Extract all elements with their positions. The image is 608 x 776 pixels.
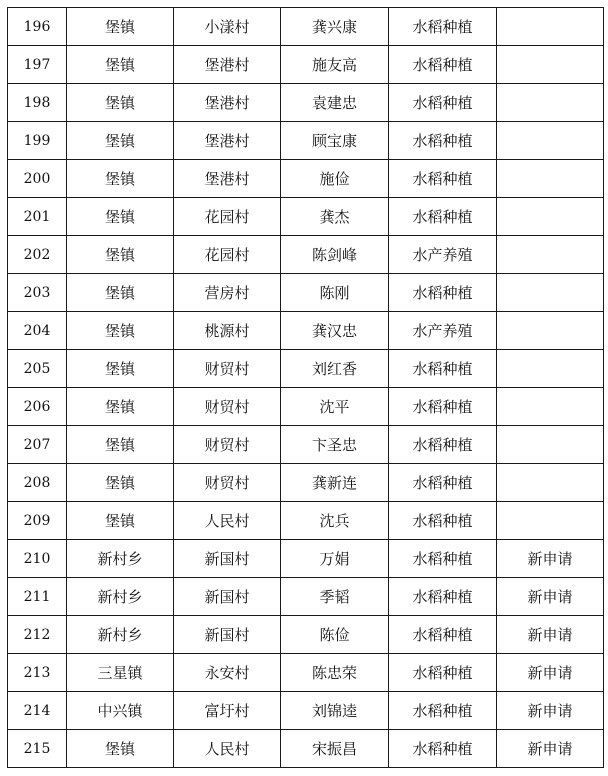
name-cell: 袁建忠 bbox=[281, 84, 389, 122]
town-cell: 堡镇 bbox=[67, 464, 174, 502]
category-cell: 水稻种植 bbox=[389, 464, 497, 502]
name-cell: 沈兵 bbox=[281, 502, 389, 540]
table-row bbox=[8, 160, 604, 198]
category-cell: 水稻种植 bbox=[389, 122, 497, 160]
category-cell: 水稻种植 bbox=[389, 540, 497, 578]
table-row bbox=[8, 236, 604, 274]
remark-cell bbox=[497, 46, 604, 84]
name-cell: 陈刚 bbox=[281, 274, 389, 312]
town-cell: 新村乡 bbox=[67, 616, 174, 654]
row-number-cell: 206 bbox=[8, 388, 67, 426]
village-cell: 财贸村 bbox=[174, 464, 281, 502]
row-number-cell: 207 bbox=[8, 426, 67, 464]
category-cell: 水稻种植 bbox=[389, 46, 497, 84]
table-row bbox=[8, 616, 604, 654]
town-cell: 堡镇 bbox=[67, 198, 174, 236]
remark-cell bbox=[497, 84, 604, 122]
category-cell: 水稻种植 bbox=[389, 578, 497, 616]
row-number-cell: 203 bbox=[8, 274, 67, 312]
village-cell: 花园村 bbox=[174, 236, 281, 274]
remark-cell: 新申请 bbox=[497, 730, 604, 768]
name-cell: 施友高 bbox=[281, 46, 389, 84]
name-cell: 沈平 bbox=[281, 388, 389, 426]
row-number-cell: 208 bbox=[8, 464, 67, 502]
category-cell: 水稻种植 bbox=[389, 692, 497, 730]
town-cell: 堡镇 bbox=[67, 160, 174, 198]
roster-table-body bbox=[8, 8, 604, 768]
village-cell: 永安村 bbox=[174, 654, 281, 692]
town-cell: 新村乡 bbox=[67, 578, 174, 616]
category-cell: 水稻种植 bbox=[389, 502, 497, 540]
town-cell: 中兴镇 bbox=[67, 692, 174, 730]
village-cell: 花园村 bbox=[174, 198, 281, 236]
town-cell: 堡镇 bbox=[67, 84, 174, 122]
remark-cell bbox=[497, 388, 604, 426]
table-row bbox=[8, 692, 604, 730]
row-number-cell: 198 bbox=[8, 84, 67, 122]
remark-cell: 新申请 bbox=[497, 692, 604, 730]
table-row bbox=[8, 540, 604, 578]
category-cell: 水稻种植 bbox=[389, 616, 497, 654]
remark-cell bbox=[497, 502, 604, 540]
village-cell: 人民村 bbox=[174, 730, 281, 768]
category-cell: 水稻种植 bbox=[389, 198, 497, 236]
name-cell: 刘红香 bbox=[281, 350, 389, 388]
category-cell: 水稻种植 bbox=[389, 426, 497, 464]
row-number-cell: 209 bbox=[8, 502, 67, 540]
category-cell: 水稻种植 bbox=[389, 730, 497, 768]
table-row bbox=[8, 350, 604, 388]
remark-cell bbox=[497, 426, 604, 464]
table-row bbox=[8, 8, 604, 46]
name-cell: 陈忠荣 bbox=[281, 654, 389, 692]
town-cell: 新村乡 bbox=[67, 540, 174, 578]
category-cell: 水稻种植 bbox=[389, 160, 497, 198]
row-number-cell: 204 bbox=[8, 312, 67, 350]
town-cell: 堡镇 bbox=[67, 312, 174, 350]
row-number-cell: 200 bbox=[8, 160, 67, 198]
category-cell: 水稻种植 bbox=[389, 654, 497, 692]
table-row bbox=[8, 84, 604, 122]
remark-cell bbox=[497, 312, 604, 350]
table-row bbox=[8, 502, 604, 540]
name-cell: 龚兴康 bbox=[281, 8, 389, 46]
table-row bbox=[8, 426, 604, 464]
remark-cell: 新申请 bbox=[497, 578, 604, 616]
name-cell: 卞圣忠 bbox=[281, 426, 389, 464]
remark-cell bbox=[497, 464, 604, 502]
table-row bbox=[8, 274, 604, 312]
row-number-cell: 213 bbox=[8, 654, 67, 692]
name-cell: 陈剑峰 bbox=[281, 236, 389, 274]
village-cell: 小漾村 bbox=[174, 8, 281, 46]
row-number-cell: 215 bbox=[8, 730, 67, 768]
category-cell: 水稻种植 bbox=[389, 84, 497, 122]
village-cell: 新国村 bbox=[174, 578, 281, 616]
row-number-cell: 205 bbox=[8, 350, 67, 388]
village-cell: 营房村 bbox=[174, 274, 281, 312]
row-number-cell: 202 bbox=[8, 236, 67, 274]
town-cell: 堡镇 bbox=[67, 350, 174, 388]
table-row bbox=[8, 312, 604, 350]
remark-cell bbox=[497, 122, 604, 160]
row-number-cell: 201 bbox=[8, 198, 67, 236]
table-row bbox=[8, 730, 604, 768]
name-cell: 龚汉忠 bbox=[281, 312, 389, 350]
row-number-cell: 212 bbox=[8, 616, 67, 654]
remark-cell bbox=[497, 236, 604, 274]
remark-cell bbox=[497, 8, 604, 46]
row-number-cell: 210 bbox=[8, 540, 67, 578]
name-cell: 顾宝康 bbox=[281, 122, 389, 160]
name-cell: 刘锦逵 bbox=[281, 692, 389, 730]
village-cell: 新国村 bbox=[174, 616, 281, 654]
village-cell: 财贸村 bbox=[174, 350, 281, 388]
name-cell: 宋振昌 bbox=[281, 730, 389, 768]
name-cell: 龚新连 bbox=[281, 464, 389, 502]
name-cell: 龚杰 bbox=[281, 198, 389, 236]
row-number-cell: 211 bbox=[8, 578, 67, 616]
table-row bbox=[8, 198, 604, 236]
category-cell: 水稻种植 bbox=[389, 8, 497, 46]
name-cell: 陈俭 bbox=[281, 616, 389, 654]
table-row bbox=[8, 464, 604, 502]
village-cell: 堡港村 bbox=[174, 46, 281, 84]
village-cell: 桃源村 bbox=[174, 312, 281, 350]
town-cell: 堡镇 bbox=[67, 730, 174, 768]
village-cell: 堡港村 bbox=[174, 122, 281, 160]
table-row bbox=[8, 46, 604, 84]
row-number-cell: 214 bbox=[8, 692, 67, 730]
village-cell: 富圩村 bbox=[174, 692, 281, 730]
table-row bbox=[8, 388, 604, 426]
town-cell: 堡镇 bbox=[67, 274, 174, 312]
category-cell: 水产养殖 bbox=[389, 312, 497, 350]
category-cell: 水稻种植 bbox=[389, 388, 497, 426]
row-number-cell: 199 bbox=[8, 122, 67, 160]
village-cell: 堡港村 bbox=[174, 84, 281, 122]
village-cell: 财贸村 bbox=[174, 388, 281, 426]
town-cell: 堡镇 bbox=[67, 426, 174, 464]
table-row bbox=[8, 578, 604, 616]
row-number-cell: 196 bbox=[8, 8, 67, 46]
document-page bbox=[7, 7, 604, 768]
village-cell: 新国村 bbox=[174, 540, 281, 578]
category-cell: 水稻种植 bbox=[389, 350, 497, 388]
remark-cell: 新申请 bbox=[497, 654, 604, 692]
remark-cell bbox=[497, 350, 604, 388]
name-cell: 季韬 bbox=[281, 578, 389, 616]
village-cell: 堡港村 bbox=[174, 160, 281, 198]
village-cell: 财贸村 bbox=[174, 426, 281, 464]
row-number-cell: 197 bbox=[8, 46, 67, 84]
town-cell: 堡镇 bbox=[67, 388, 174, 426]
remark-cell bbox=[497, 198, 604, 236]
name-cell: 施俭 bbox=[281, 160, 389, 198]
town-cell: 堡镇 bbox=[67, 502, 174, 540]
name-cell: 万娟 bbox=[281, 540, 389, 578]
category-cell: 水稻种植 bbox=[389, 274, 497, 312]
town-cell: 堡镇 bbox=[67, 46, 174, 84]
table-row bbox=[8, 122, 604, 160]
remark-cell bbox=[497, 160, 604, 198]
town-cell: 堡镇 bbox=[67, 236, 174, 274]
village-cell: 人民村 bbox=[174, 502, 281, 540]
town-cell: 三星镇 bbox=[67, 654, 174, 692]
town-cell: 堡镇 bbox=[67, 8, 174, 46]
category-cell: 水产养殖 bbox=[389, 236, 497, 274]
table-row bbox=[8, 654, 604, 692]
remark-cell: 新申请 bbox=[497, 540, 604, 578]
town-cell: 堡镇 bbox=[67, 122, 174, 160]
remark-cell: 新申请 bbox=[497, 616, 604, 654]
roster-table bbox=[7, 7, 604, 768]
remark-cell bbox=[497, 274, 604, 312]
